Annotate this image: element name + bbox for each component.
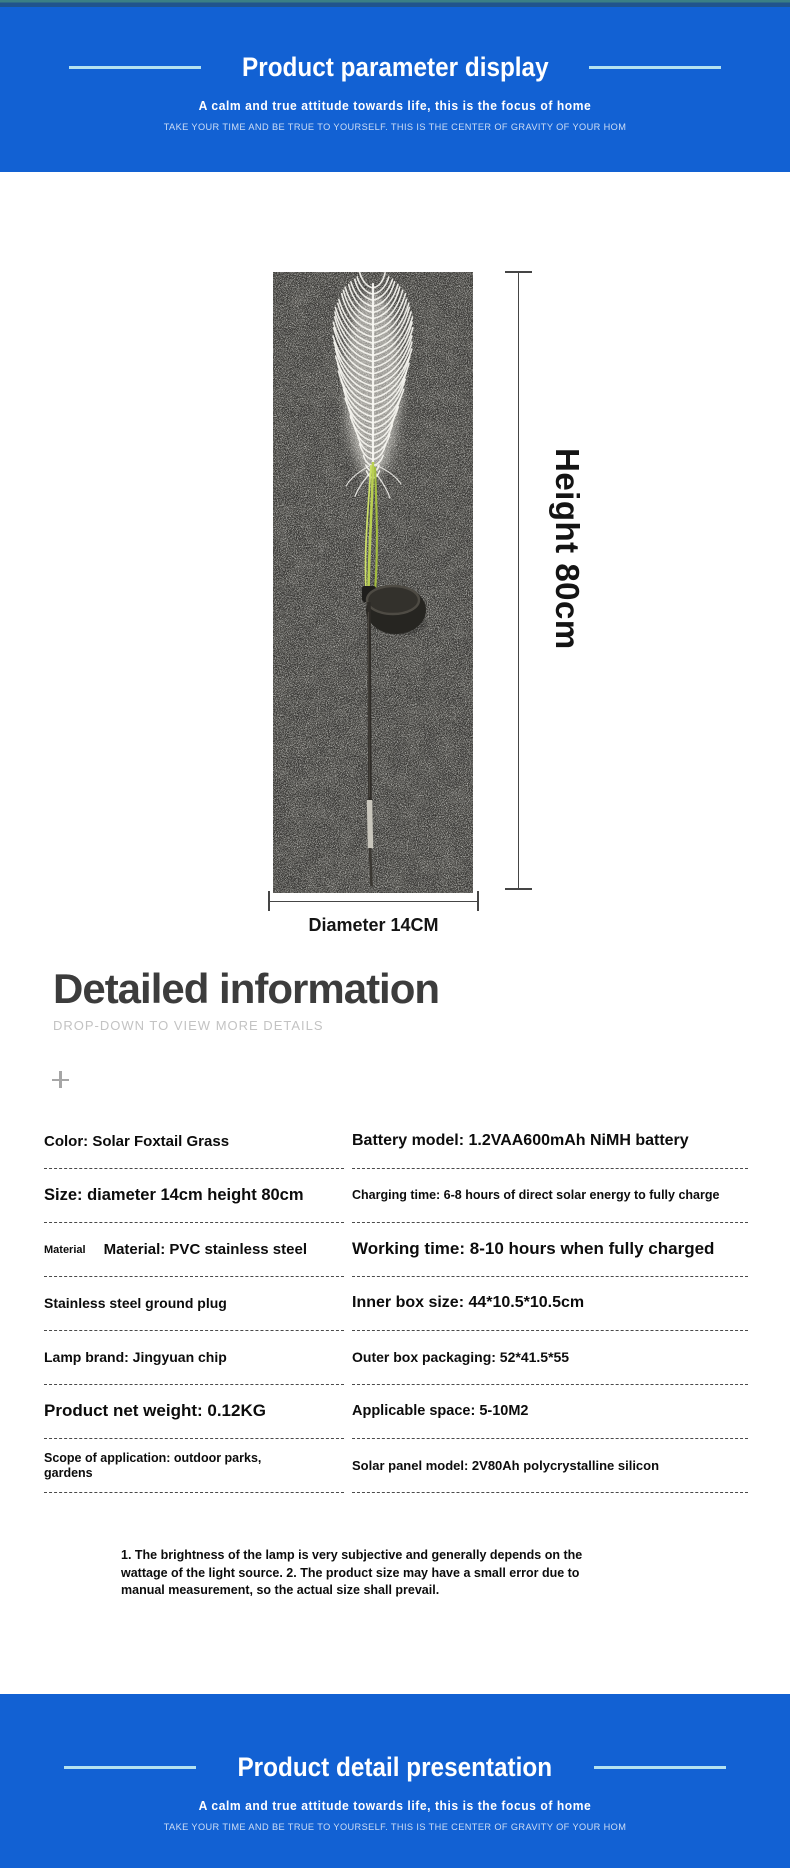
top-banner-tagline: TAKE YOUR TIME AND BE TRUE TO YOURSELF. THIS IS THE CENTER OF GRAVITY OF YOUR HOM xyxy=(163,122,627,133)
bottom-banner-title: Product detail presentation xyxy=(237,1752,553,1782)
banner-title-row xyxy=(0,0,790,83)
top-banner-subtitle: A calm and true attitude towards life, this is the focus of home xyxy=(198,98,592,113)
plus-icon xyxy=(52,1071,69,1088)
top-banner xyxy=(0,0,790,172)
spec-cell-charging-time: Charging time: 6-8 hours of direct solar energy to fully charge xyxy=(352,1169,748,1223)
table-row xyxy=(44,1439,748,1493)
deco-line-right xyxy=(594,1766,726,1769)
spec-cell-outer-box: Outer box packaging: 52*41.5*55 xyxy=(352,1331,748,1385)
bottom-banner-subtitle: A calm and true attitude towards life, this is the focus of home xyxy=(198,1798,592,1813)
top-banner-title: Product parameter display xyxy=(241,52,549,82)
spec-cell-inner-box: Inner box size: 44*10.5*10.5cm xyxy=(352,1277,748,1331)
spec-cell-color: Color: Solar Foxtail Grass xyxy=(44,1115,344,1169)
height-label: Height 80cm xyxy=(549,448,586,650)
table-row xyxy=(44,1169,748,1223)
diameter-label: Diameter 14CM xyxy=(308,915,439,935)
material-mini-label: Material xyxy=(44,1243,86,1256)
spec-table xyxy=(44,1115,748,1493)
height-measure-line xyxy=(518,272,519,889)
bottom-banner xyxy=(0,1694,790,1868)
diameter-measure-tick-right xyxy=(477,891,479,911)
table-row xyxy=(44,1331,748,1385)
table-row xyxy=(44,1223,748,1277)
details-subtitle: DROP-DOWN TO VIEW MORE DETAILS xyxy=(53,1018,324,1034)
height-measure-tick-bottom xyxy=(505,888,532,890)
table-row xyxy=(44,1277,748,1331)
spec-cell-applicable-space: Applicable space: 5-10M2 xyxy=(352,1385,748,1439)
height-measure-tick-top xyxy=(505,271,532,273)
banner-top-strip xyxy=(0,0,790,7)
deco-line-left xyxy=(69,66,201,69)
spec-cell-material: Material Material: PVC stainless steel xyxy=(44,1223,344,1277)
diameter-measure-tick-left xyxy=(268,891,270,911)
spec-cell-ground-plug: Stainless steel ground plug xyxy=(44,1277,344,1331)
spec-cell-size: Size: diameter 14cm height 80cm xyxy=(44,1169,344,1223)
spec-cell-battery-model: Battery model: 1.2VAA600mAh NiMH battery xyxy=(352,1115,748,1169)
deco-line-left xyxy=(64,1766,196,1769)
spec-cell-scope: Scope of application: outdoor parks, gardens xyxy=(44,1439,344,1493)
table-row xyxy=(44,1385,748,1439)
spec-cell-lamp-brand: Lamp brand: Jingyuan chip xyxy=(44,1331,344,1385)
spec-cell-solar-panel: Solar panel model: 2V80Ah polycrystalline silicon xyxy=(352,1439,748,1493)
disclaimer-note: 1. The brightness of the lamp is very subjective and generally depends on the wattage of the light source. 2. The product size may have a small error due to manual measurement, so the actual size shall prevail. xyxy=(121,1548,583,1597)
details-header xyxy=(53,966,439,1033)
product-photo xyxy=(273,272,473,893)
spec-cell-net-weight: Product net weight: 0.12KG xyxy=(44,1385,344,1439)
bottom-banner-tagline: TAKE YOUR TIME AND BE TRUE TO YOURSELF. THIS IS THE CENTER OF GRAVITY OF YOUR HOM xyxy=(163,1822,627,1833)
diameter-measure-line xyxy=(268,901,479,902)
spec-cell-working-time: Working time: 8-10 hours when fully charged xyxy=(352,1223,748,1277)
banner-title-row xyxy=(0,1694,790,1783)
table-row xyxy=(44,1115,748,1169)
deco-line-right xyxy=(589,66,721,69)
details-title: Detailed information xyxy=(53,965,440,1012)
